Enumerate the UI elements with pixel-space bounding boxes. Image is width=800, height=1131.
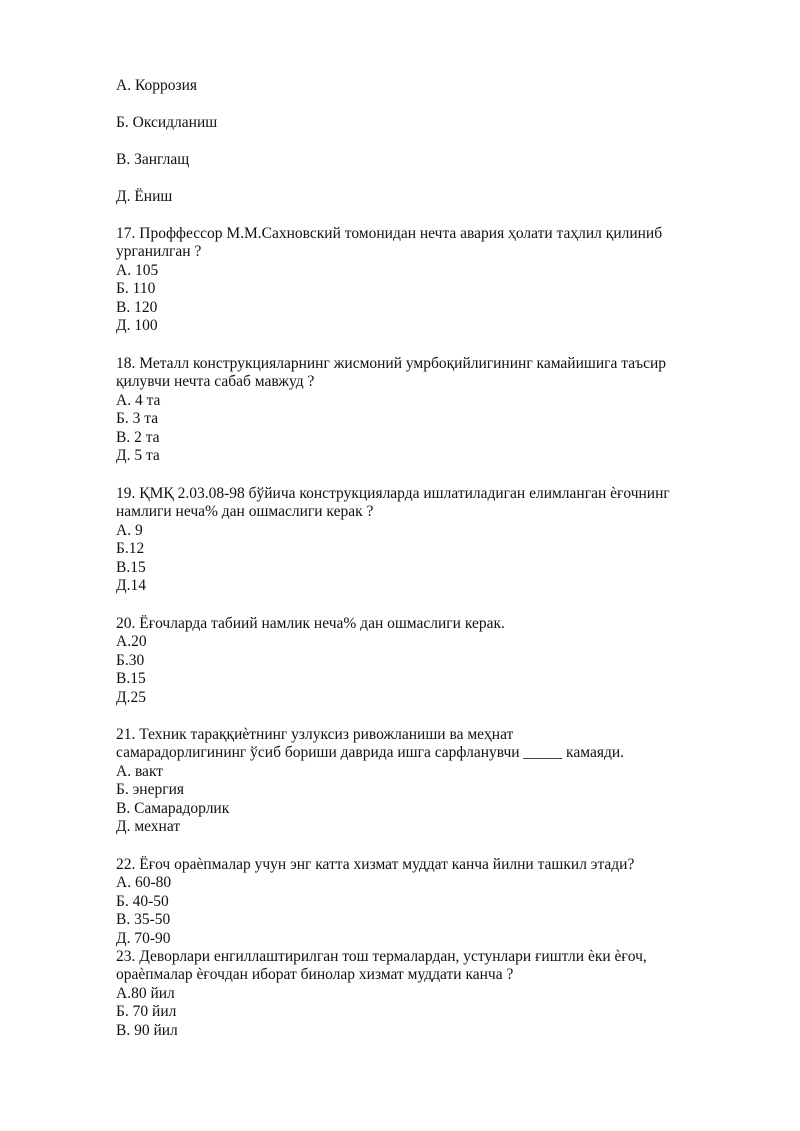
q17-option-d: Д. 100 <box>116 317 158 334</box>
q19-option-d: Д.14 <box>116 577 146 594</box>
q21-option-c: В. Самарадорлик <box>116 800 230 817</box>
q18-option-c: В. 2 та <box>116 429 160 446</box>
q19-option-c: В.15 <box>116 559 146 576</box>
q18-question-line-2: қилувчи нечта сабаб мавжуд ? <box>116 373 315 390</box>
q20-option-b: Б.30 <box>116 652 145 669</box>
q16-option-c: В. Занглащ <box>116 151 190 168</box>
q17-option-b: Б. 110 <box>116 280 156 297</box>
q20-option-d: Д.25 <box>116 689 146 706</box>
q23-question-line-1: 23. Деворлари енгиллаштирилган тош термалардан, устунлари ғиштли ѐки ѐғоч, <box>116 948 647 965</box>
q23-option-b: Б. 70 йил <box>116 1003 177 1020</box>
q22-option-a: А. 60-80 <box>116 874 172 891</box>
q16-option-a: А. Коррозия <box>116 77 198 94</box>
q22-option-b: Б. 40-50 <box>116 893 169 910</box>
q23-option-c: В. 90 йил <box>116 1022 178 1039</box>
q18-option-d: Д. 5 та <box>116 447 160 464</box>
q21-question-line-2: самарадорлигининг ўсиб бориши даврида ишга сарфланувчи _____ камаяди. <box>116 744 625 761</box>
q21-option-b: Б. энергия <box>116 781 185 798</box>
q21-question-line-1: 21. Техник тараққиѐтнинг узлуксиз ривожланиши ва меҳнат <box>116 726 514 743</box>
q17-question-line-2: урганилган ? <box>116 243 202 260</box>
q19-option-b: Б.12 <box>116 540 145 557</box>
q19-question-line-1: 19. ҚМҚ 2.03.08-98 бўйича конструкцияларда ишлатиладиган елимланган ѐғочнинг <box>116 485 670 502</box>
q17-question-line-1: 17. Проффессор М.М.Сахновский томонидан нечта авария ҳолати таҳлил қилиниб <box>116 225 663 242</box>
q17-option-c: В. 120 <box>116 299 158 316</box>
q18-question-line-1: 18. Металл конструкцияларнинг жисмоний умрбоқийлигининг камайишига таъсир <box>116 355 667 372</box>
q23-question-line-2: ораѐпмалар ѐғочдан иборат бинолар хизмат муддати канча ? <box>116 966 514 983</box>
q18-option-b: Б. 3 та <box>116 410 159 427</box>
q16-option-b: Б. Оксидланиш <box>116 114 218 131</box>
q20-option-c: В.15 <box>116 670 146 687</box>
q21-option-d: Д. мехнат <box>116 818 181 835</box>
q21-option-a: А. вакт <box>116 763 164 780</box>
q22-option-d: Д. 70-90 <box>116 930 171 947</box>
q22-option-c: В. 35-50 <box>116 911 171 928</box>
q18-option-a: А. 4 та <box>116 392 161 409</box>
q19-option-a: А. 9 <box>116 522 143 539</box>
q19-question-line-2: намлиги неча% дан ошмаслиги керак ? <box>116 503 374 520</box>
q20-question-line-1: 20. Ёғочларда табиий намлик неча% дан ошмаслиги керак. <box>116 615 505 632</box>
q23-option-a: А.80 йил <box>116 985 175 1002</box>
q22-question-line-1: 22. Ёғоч ораѐпмалар учун энг катта хизмат муддат канча йилни ташкил этади? <box>116 856 635 873</box>
q20-option-a: А.20 <box>116 633 147 650</box>
q16-option-d: Д. Ёниш <box>116 188 173 205</box>
q17-option-a: А. 105 <box>116 262 159 279</box>
